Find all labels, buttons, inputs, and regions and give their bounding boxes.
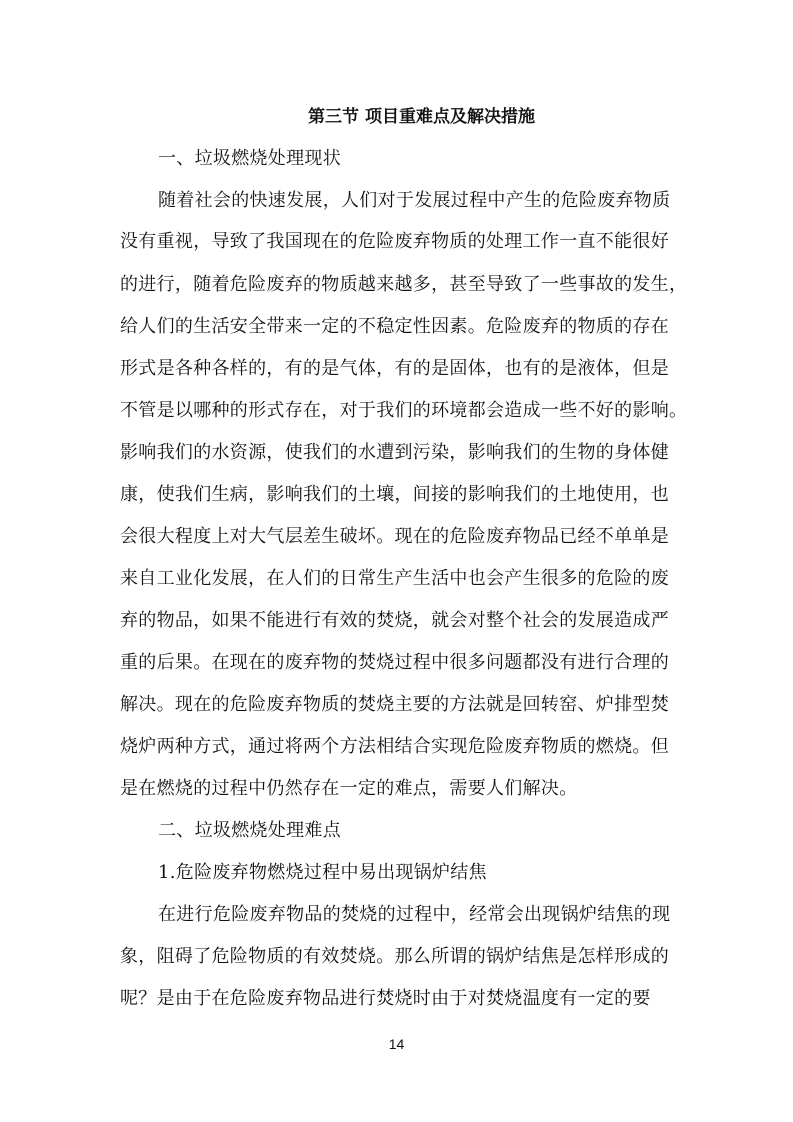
- paragraph-line: 影响我们的水资源，使我们的水遭到污染，影响我们的生物的身体健: [120, 442, 669, 463]
- heading-current-status: 一、垃圾燃烧处理现状: [158, 148, 341, 169]
- paragraph-line: 弃的物品，如果不能进行有效的焚烧，就会对整个社会的发展造成严: [120, 610, 669, 631]
- paragraph-line: 重的后果。在现在的废弃物的焚烧过程中很多问题都没有进行合理的: [120, 652, 669, 673]
- page-number: 14: [388, 1036, 405, 1052]
- paragraph-line: 给人们的生活安全带来一定的不稳定性因素。危险废弃的物质的存在: [120, 316, 669, 337]
- heading-difficulties: 二、垃圾燃烧处理难点: [158, 820, 341, 841]
- paragraph-line: 随着社会的快速发展，人们对于发展过程中产生的危险废弃物质: [158, 190, 671, 211]
- subheading-boiler-coking: 1.危险废弃物燃烧过程中易出现锅炉结焦: [158, 862, 487, 883]
- paragraph-line: 烧炉两种方式，通过将两个方法相结合实现危险废弃物质的燃烧。但: [120, 736, 669, 757]
- paragraph-line: 没有重视，导致了我国现在的危险废弃物质的处理工作一直不能很好: [120, 231, 669, 252]
- paragraph-line: 在进行危险废弃物品的焚烧的过程中，经常会出现锅炉结焦的现: [158, 904, 671, 925]
- paragraph-line: 是在燃烧的过程中仍然存在一定的难点，需要人们解决。: [120, 778, 578, 799]
- paragraph-line: 呢？是由于在危险废弃物品进行焚烧时由于对焚烧温度有一定的要: [120, 988, 651, 1009]
- paragraph-line: 来自工业化发展，在人们的日常生产生活中也会产生很多的危险的废: [120, 568, 669, 589]
- paragraph-line: 康，使我们生病，影响我们的土壤，间接的影响我们的土地使用，也: [120, 484, 669, 505]
- paragraph-line: 象，阻碍了危险物质的有效焚烧。那么所谓的锅炉结焦是怎样形成的: [120, 946, 669, 967]
- paragraph-line: 会很大程度上对大气层差生破坏。现在的危险废弃物品已经不单单是: [120, 526, 669, 547]
- paragraph-line: 解决。现在的危险废弃物质的焚烧主要的方法就是回转窑、炉排型焚: [120, 694, 669, 715]
- paragraph-line: 的进行，随着危险废弃的物质越来越多，甚至导致了一些事故的发生，: [120, 274, 688, 295]
- paragraph-line: 形式是各种各样的，有的是气体，有的是固体，也有的是液体，但是: [120, 358, 669, 379]
- paragraph-line: 不管是以哪种的形式存在，对于我们的环境都会造成一些不好的影响。: [120, 400, 688, 421]
- section-title: 第三节 项目重难点及解决措施: [308, 107, 535, 127]
